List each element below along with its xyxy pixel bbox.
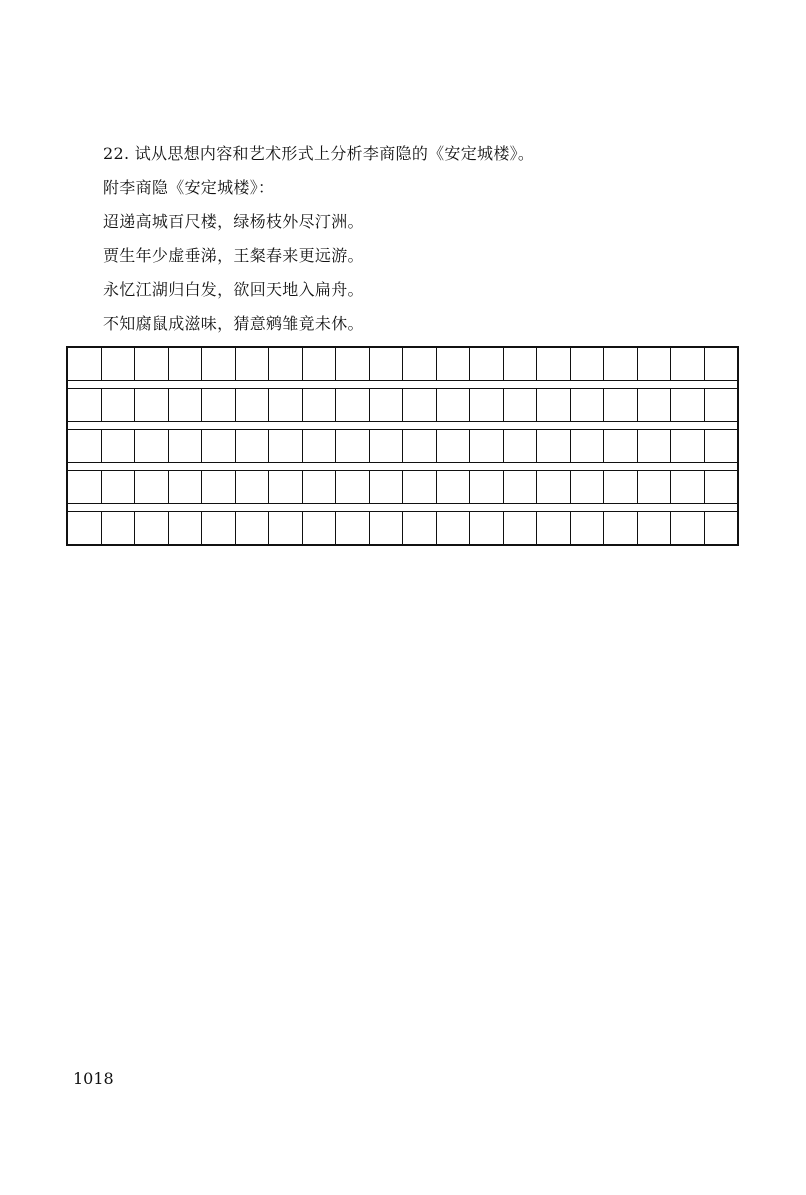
grid-cell <box>504 430 538 462</box>
grid-cell <box>202 512 236 544</box>
grid-cell <box>504 389 538 421</box>
grid-row <box>68 430 737 462</box>
grid-cell <box>169 512 203 544</box>
grid-cell <box>236 512 270 544</box>
grid-cell <box>403 471 437 503</box>
grid-cell <box>269 348 303 380</box>
grid-cell <box>336 348 370 380</box>
grid-cell <box>370 471 404 503</box>
grid-cell <box>102 471 136 503</box>
grid-cell <box>705 471 738 503</box>
grid-row <box>68 471 737 503</box>
grid-cell <box>571 348 605 380</box>
grid-cell <box>336 430 370 462</box>
question-prompt: 22. 试从思想内容和艺术形式上分析李商隐的《安定城楼》。 <box>103 144 535 163</box>
answer-writing-grid <box>66 346 739 546</box>
grid-cell <box>537 512 571 544</box>
grid-cell <box>638 471 672 503</box>
grid-cell <box>202 389 236 421</box>
page-number: 1018 <box>73 1069 114 1088</box>
grid-cell <box>671 512 705 544</box>
grid-cell <box>169 471 203 503</box>
grid-row <box>68 512 737 544</box>
grid-cell <box>202 471 236 503</box>
grid-cell <box>437 389 471 421</box>
grid-cell <box>604 348 638 380</box>
poem-line: 贾生年少虚垂涕，王粲春来更远游。 <box>103 246 364 265</box>
grid-cell <box>336 389 370 421</box>
grid-row-separator <box>68 503 737 512</box>
grid-cell <box>370 389 404 421</box>
grid-cell <box>236 430 270 462</box>
grid-cell <box>68 512 102 544</box>
grid-cell <box>571 512 605 544</box>
grid-cell <box>437 430 471 462</box>
grid-cell <box>470 348 504 380</box>
grid-cell <box>671 348 705 380</box>
grid-cell <box>370 348 404 380</box>
poem-header: 附李商隐《安定城楼》： <box>103 178 275 197</box>
grid-cell <box>638 348 672 380</box>
grid-cell <box>604 512 638 544</box>
grid-cell <box>303 348 337 380</box>
grid-cell <box>236 389 270 421</box>
poem-line: 迢递高城百尺楼，绿杨枝外尽汀洲。 <box>103 212 364 231</box>
grid-cell <box>135 430 169 462</box>
grid-cell <box>68 389 102 421</box>
grid-cell <box>236 348 270 380</box>
grid-cell <box>68 471 102 503</box>
grid-cell <box>68 348 102 380</box>
grid-cell <box>705 430 738 462</box>
grid-cell <box>135 471 169 503</box>
grid-cell <box>638 389 672 421</box>
grid-cell <box>604 471 638 503</box>
grid-cell <box>68 430 102 462</box>
grid-cell <box>269 471 303 503</box>
grid-cell <box>370 512 404 544</box>
grid-cell <box>370 430 404 462</box>
grid-row <box>68 389 737 421</box>
grid-cell <box>571 471 605 503</box>
grid-row-separator <box>68 421 737 430</box>
grid-cell <box>102 430 136 462</box>
grid-cell <box>537 348 571 380</box>
grid-cell <box>437 512 471 544</box>
grid-cell <box>537 471 571 503</box>
grid-cell <box>470 471 504 503</box>
grid-cell <box>671 471 705 503</box>
grid-cell <box>303 512 337 544</box>
grid-cell <box>135 512 169 544</box>
grid-cell <box>638 430 672 462</box>
grid-cell <box>202 430 236 462</box>
grid-cell <box>403 512 437 544</box>
grid-cell <box>437 348 471 380</box>
grid-cell <box>269 512 303 544</box>
grid-row <box>68 348 737 380</box>
grid-cell <box>269 389 303 421</box>
grid-cell <box>571 389 605 421</box>
grid-cell <box>504 512 538 544</box>
grid-cell <box>269 430 303 462</box>
grid-cell <box>705 348 738 380</box>
grid-cell <box>537 430 571 462</box>
grid-cell <box>671 430 705 462</box>
grid-cell <box>102 348 136 380</box>
grid-cell <box>202 348 236 380</box>
grid-cell <box>135 389 169 421</box>
grid-cell <box>403 348 437 380</box>
grid-cell <box>671 389 705 421</box>
grid-row-separator <box>68 462 737 471</box>
grid-cell <box>504 471 538 503</box>
grid-cell <box>537 389 571 421</box>
poem-line: 永忆江湖归白发，欲回天地入扁舟。 <box>103 280 364 299</box>
grid-cell <box>705 389 738 421</box>
grid-cell <box>102 512 136 544</box>
grid-cell <box>336 471 370 503</box>
grid-cell <box>470 430 504 462</box>
poem-line: 不知腐鼠成滋味，猜意鹓雏竟未休。 <box>103 314 364 333</box>
grid-cell <box>102 389 136 421</box>
grid-cell <box>336 512 370 544</box>
grid-cell <box>303 471 337 503</box>
grid-cell <box>705 512 738 544</box>
grid-cell <box>638 512 672 544</box>
grid-cell <box>604 430 638 462</box>
grid-cell <box>470 389 504 421</box>
grid-cell <box>169 348 203 380</box>
grid-cell <box>303 389 337 421</box>
grid-cell <box>303 430 337 462</box>
grid-cell <box>437 471 471 503</box>
grid-cell <box>571 430 605 462</box>
grid-cell <box>236 471 270 503</box>
grid-cell <box>169 430 203 462</box>
grid-cell <box>504 348 538 380</box>
grid-cell <box>403 389 437 421</box>
grid-cell <box>604 389 638 421</box>
grid-cell <box>470 512 504 544</box>
grid-cell <box>403 430 437 462</box>
grid-row-separator <box>68 380 737 389</box>
question-text-block <box>103 141 743 345</box>
grid-cell <box>135 348 169 380</box>
grid-cell <box>169 389 203 421</box>
